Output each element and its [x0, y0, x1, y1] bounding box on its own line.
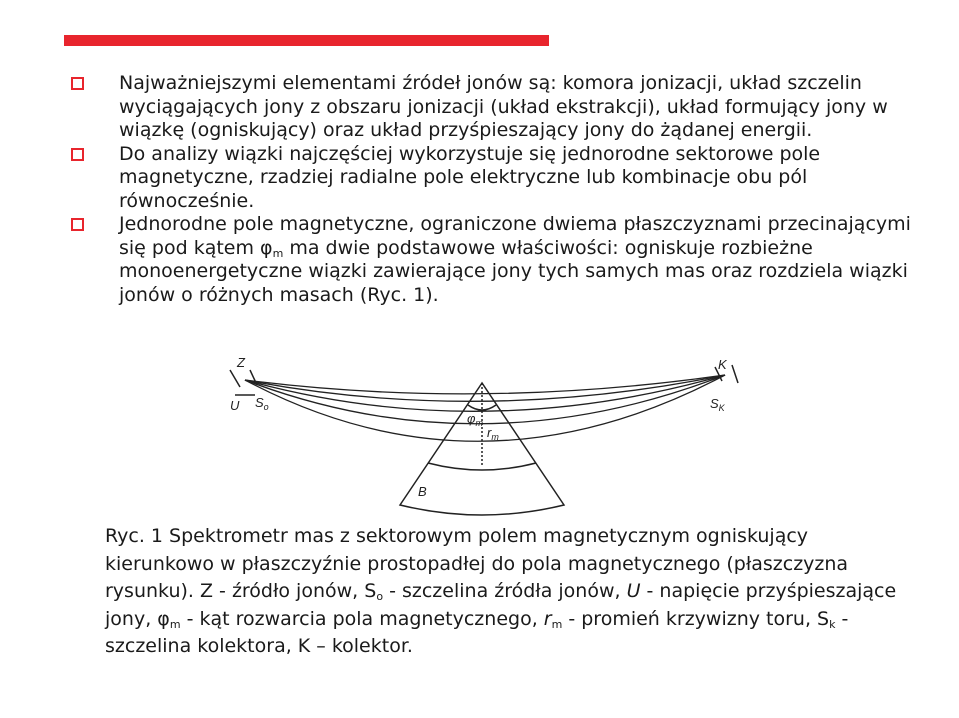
caption-text: - szczelina kolektora, K – kolektor. [105, 607, 849, 657]
label-u: U [230, 398, 240, 413]
caption-text: - kąt rozwarcia pola magnetycznego, [180, 607, 544, 630]
label-sk: $S_K$ [710, 396, 725, 413]
label-b: B [418, 484, 427, 499]
caption-text: - promień krzywizny toru, S [562, 607, 830, 630]
label-k: K [718, 357, 727, 372]
caption-text: - napięcie przyśpieszające jony, φ [105, 580, 897, 630]
caption-subscript: m [551, 617, 563, 631]
label-z: Z [237, 355, 245, 370]
bullet-text-end: ma dwie podstawowe właściwości: ogniskuje rozbieżne monoenergetyczne wiązki zawierające jony tych samych mas oraz rozdziela wiązki jonów o różnych masach (Ryc. 1). [119, 236, 908, 306]
caption-symbol: U [626, 580, 641, 602]
figure-caption [105, 523, 905, 661]
bullet-text-start: Jednorodne pole magnetyczne, ograniczone dwiema płaszczyznami przecinającymi się pod kątem φ [119, 213, 911, 259]
label-s0: $S_o$ [255, 395, 269, 412]
spectrometer-figure [200, 355, 760, 520]
caption-text: - szczelina źródła jonów, [383, 580, 627, 602]
bullet-list [71, 72, 931, 307]
caption-text: Ryc. 1 Spektrometr mas z sektorowym polem magnetycznym ogniskujący kierunkowo w płaszczyźnie prostopadłej do pola magnetycznego (płaszczyzna rysunku). Z - źródło jonów, S [105, 525, 849, 602]
bullet-item [71, 72, 931, 143]
caption-subscript: k [829, 617, 836, 631]
bullet-item [71, 213, 931, 307]
title-accent-bar [64, 35, 549, 46]
bullet-checkbox-icon [71, 148, 84, 161]
label-phi: $\varphi_m$ [467, 411, 483, 428]
ion-beams [245, 375, 725, 441]
label-r: $r_m$ [487, 425, 499, 442]
bullet-checkbox-icon [71, 77, 84, 90]
spectrometer-diagram [200, 355, 760, 520]
bullet-text: Najważniejszymi elementami źródeł jonów są: komora jonizacji, układ szczelin wyciągających jony z obszaru jonizacji (układ ekstrakcji), układ formujący jony w wiązkę (ogniskujący) oraz układ przyśpieszający jony do żądanej energii. [119, 72, 888, 141]
caption-subscript: o [376, 590, 384, 603]
bullet-subscript: m [272, 246, 284, 260]
bullet-checkbox-icon [71, 218, 84, 231]
caption-subscript: m [169, 617, 181, 631]
caption-symbol: r [543, 607, 552, 630]
bullet-text: Do analizy wiązki najczęściej wykorzystuje się jednorodne sektorowe pole magnetyczne, rzadziej radialne pole elektryczne lub kombinacje obu pól równocześnie. [119, 142, 821, 212]
bullet-item [71, 143, 931, 214]
